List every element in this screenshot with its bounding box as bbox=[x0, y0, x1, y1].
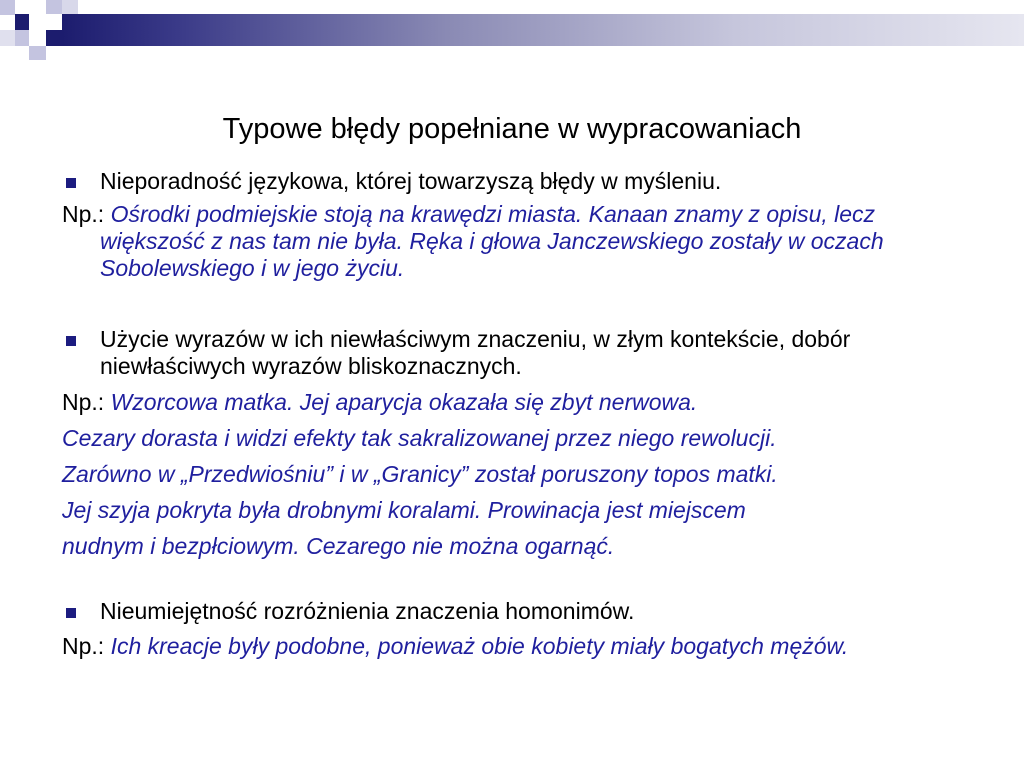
example-line: Jej szyja pokryta była drobnymi koralami. Prowinacja jest miejscem bbox=[62, 497, 746, 523]
bullet-text: Nieumiejętność rozróżnienia znaczenia homonimów. bbox=[100, 598, 635, 624]
example-line: nudnym i bezpłciowym. Cezarego nie można ogarnąć. bbox=[62, 533, 615, 559]
bullet-item bbox=[62, 598, 962, 625]
deco-square bbox=[15, 14, 29, 30]
bullet-text: Użycie wyrazów w ich niewłaściwym znaczeniu, w złym kontekście, dobór niewłaściwych wyrazów bliskoznacznych. bbox=[100, 326, 851, 379]
deco-square bbox=[0, 0, 15, 15]
example-line: Cezary dorasta i widzi efekty tak sakralizowanej przez niego rewolucji. bbox=[62, 425, 777, 451]
example-text: Ich kreacje były podobne, ponieważ obie kobiety miały bogatych mężów. bbox=[110, 633, 849, 659]
bullet-text: Nieporadność językowa, której towarzyszą błędy w myśleniu. bbox=[100, 168, 722, 194]
slide-title: Typowe błędy popełniane w wypracowaniach bbox=[222, 113, 802, 145]
example-prefix: Np.: bbox=[62, 389, 111, 415]
example-prefix: Np.: bbox=[62, 633, 111, 659]
example-prefix: Np.: bbox=[62, 201, 111, 227]
header-decoration bbox=[0, 0, 1024, 64]
deco-square bbox=[29, 14, 46, 30]
example-line: Zarówno w „Przedwiośniu” i w „Granicy” został poruszony topos matki. bbox=[62, 461, 778, 487]
bullet-item bbox=[62, 326, 962, 380]
header-gradient-bar bbox=[62, 14, 1024, 46]
bullet-item bbox=[62, 168, 962, 195]
deco-square bbox=[62, 0, 78, 14]
example-text: Wzorcowa matka. Jej aparycja okazała się zbyt nerwowa. bbox=[110, 389, 698, 415]
deco-square bbox=[0, 30, 15, 46]
deco-square bbox=[15, 30, 29, 46]
deco-square bbox=[46, 0, 62, 14]
example-text: Ośrodki podmiejskie stoją na krawędzi miasta. Kanaan znamy z opisu, lecz większość z nas tam nie była. Ręka i głowa Janczewskiego zostały w oczach Sobolewskiego i w jego życiu. bbox=[100, 201, 884, 281]
example-block bbox=[62, 201, 962, 282]
deco-square bbox=[29, 46, 46, 60]
bullet-square-icon bbox=[66, 178, 76, 188]
bullet-square-icon bbox=[66, 336, 76, 346]
bullet-square-icon bbox=[66, 608, 76, 618]
slide-content bbox=[62, 168, 962, 660]
deco-square bbox=[46, 30, 62, 46]
example-block bbox=[62, 633, 962, 660]
example-block bbox=[62, 389, 962, 416]
